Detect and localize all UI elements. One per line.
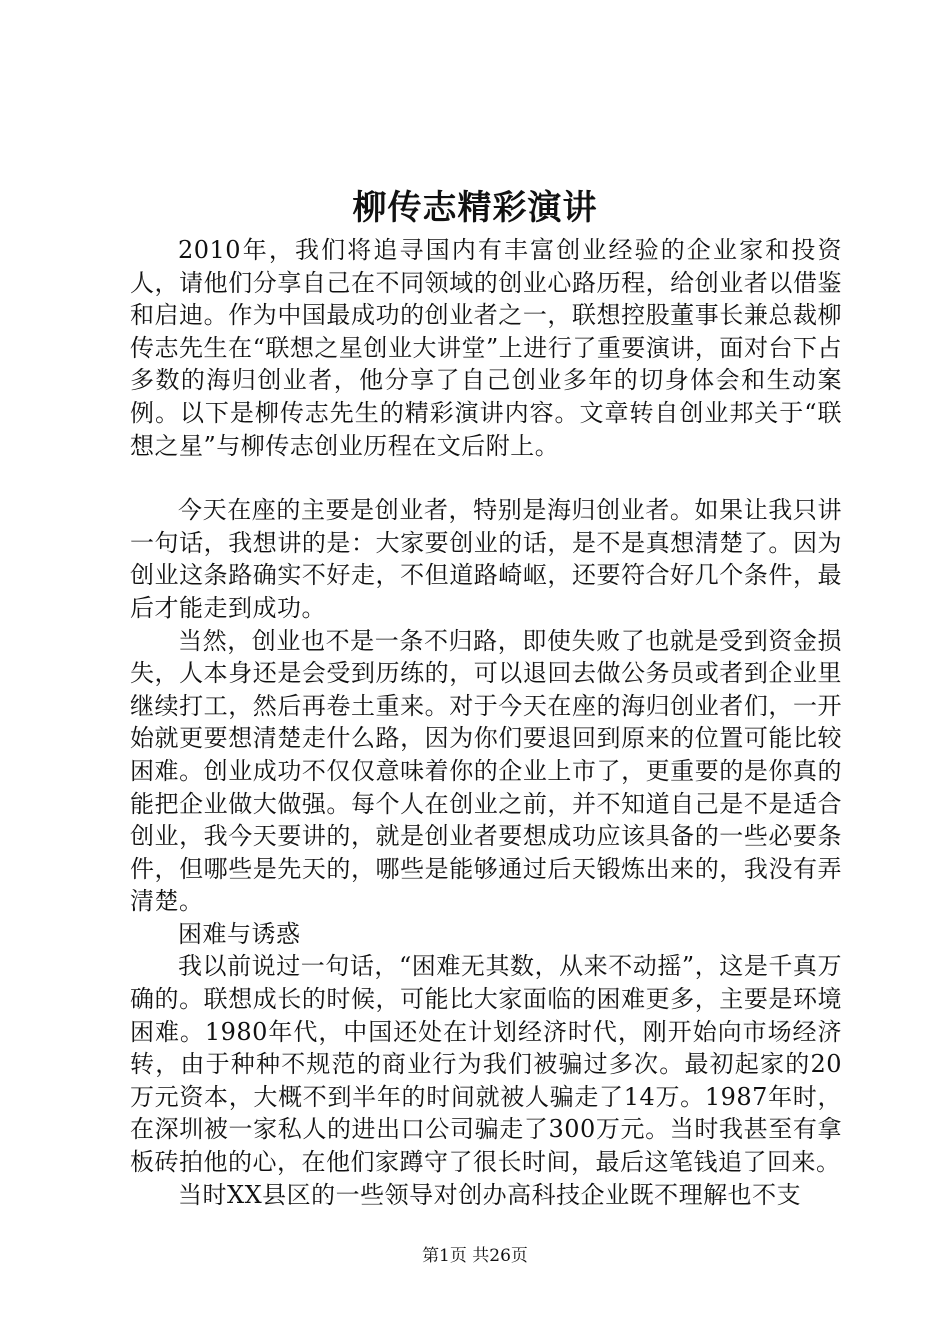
body-paragraph: 当然，创业也不是一条不归路，即使失败了也就是受到资金损失，人本身还是会受到历练的，可以退回去做公务员或者到企业里继续打工，然后再卷土重来。对于今天在座的海归创业者们，一开始就更要想清楚走什么路，因为你们要退回到原来的位置可能比较困难。创业成功不仅仅意味着你的企业上市了，更重要的是你真的能把企业做大做强。每个人在创业之前，并不知道自己是不是适合创业，我今天要讲的，就是创业者要想成功应该具备的一些必要条件，但哪些是先天的，哪些是能够通过后天锻炼出来的，我没有弄清楚。 — [130, 626, 842, 916]
body-paragraph: 今天在座的主要是创业者，特别是海归创业者。如果让我只讲一句话，我想讲的是：大家要创业的话，是不是真想清楚了。因为创业这条路确实不好走，不但道路崎岖，还要符合好几个条件，最后才能走到成功。 — [130, 496, 842, 622]
document-body — [130, 234, 842, 1211]
body-paragraph: 当时XX县区的一些领导对创办高科技企业既不理解也不支 — [178, 1180, 802, 1209]
page-number-footer: 第1页 共26页 — [422, 1246, 528, 1266]
document-title: 柳传志精彩演讲 — [352, 188, 598, 228]
intro-paragraph: 2010年，我们将追寻国内有丰富创业经验的企业家和投资人，请他们分享自己在不同领域的创业心路历程，给创业者以借鉴和启迪。作为中国最成功的创业者之一，联想控股董事长兼总裁柳传志先生在“联想之星创业大讲堂”上进行了重要演讲，面对台下占多数的海归创业者，他分享了自己创业多年的切身体会和生动案例。以下是柳传志先生的精彩演讲内容。文章转自创业邦关于“联想之星”与柳传志创业历程在文后附上。 — [130, 236, 842, 460]
body-paragraph: 我以前说过一句话，“困难无其数，从来不动摇”，这是千真万确的。联想成长的时候，可能比大家面临的困难更多，主要是环境困难。1980年代，中国还处在计划经济时代，刚开始向市场经济转，由于种种不规范的商业行为我们被骗过多次。最初起家的20万元资本，大概不到半年的时间就被人骗走了14万。1987年时，在深圳被一家私人的进出口公司骗走了300万元。当时我甚至有拿板砖拍他的心，在他们家蹲守了很长时间，最后这笔钱追了回来。 — [130, 952, 842, 1177]
section-heading: 困难与诱惑 — [178, 919, 301, 948]
